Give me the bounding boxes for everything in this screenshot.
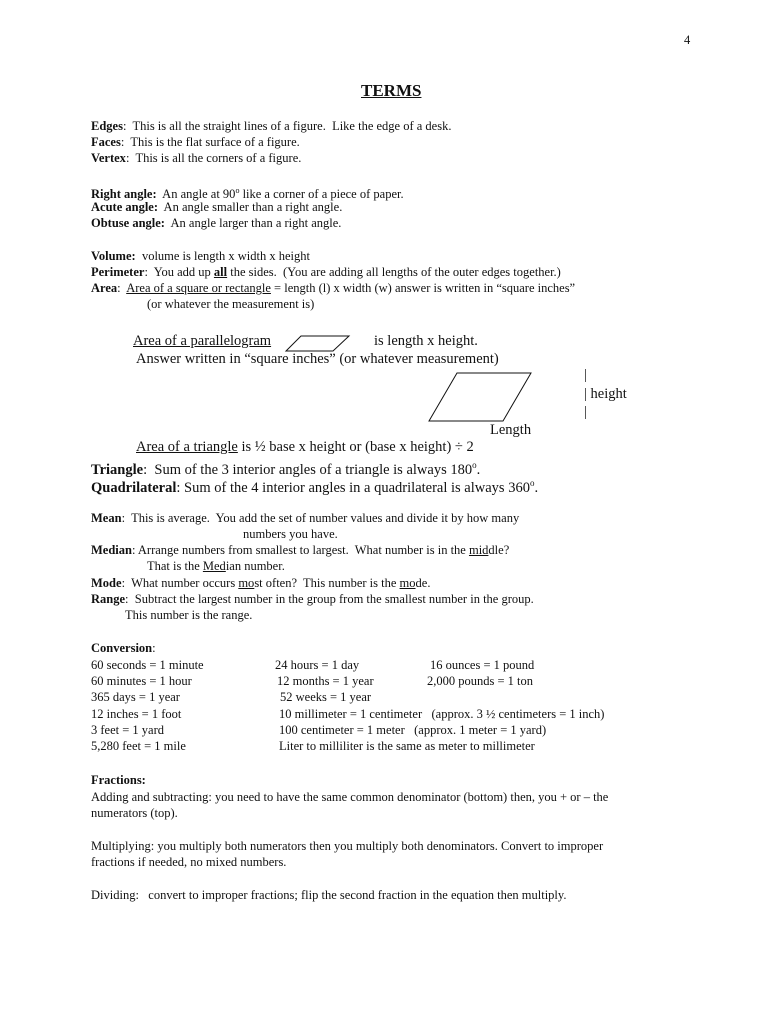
term-mode: Mode: What number occurs most often? This number is the mode. bbox=[91, 576, 431, 590]
conversion-col3-item: 16 ounces = 1 pound bbox=[430, 658, 535, 672]
conversion-col2-item: 100 centimeter = 1 meter (approx. 1 meter = 1 yard) bbox=[279, 723, 547, 737]
term-faces: Faces: This is the flat surface of a figure. bbox=[91, 135, 300, 149]
conversion-col1-item: 5,280 feet = 1 mile bbox=[91, 739, 186, 753]
conversion-col1-item: 12 inches = 1 foot bbox=[91, 707, 182, 721]
term-perimeter: Perimeter: You add up all the sides. (You are adding all lengths of the outer edges together.) bbox=[91, 265, 561, 279]
conversion-col1-item: 365 days = 1 year bbox=[91, 690, 180, 704]
term-area: Area: Area of a square or rectangle = length (l) x width (w) answer is written in “square inches” bbox=[91, 281, 576, 295]
term-right-angle: Right angle: An angle at 90$^o$ like a corner of a piece of paper. bbox=[91, 186, 404, 202]
range-continuation: This number is the range. bbox=[125, 608, 253, 622]
term-obtuse-angle: Obtuse angle: An angle larger than a right angle. bbox=[91, 216, 342, 230]
conversion-col1-item: 60 minutes = 1 hour bbox=[91, 674, 192, 688]
fractions-multiplying-line1: Multiplying: you multiply both numerators then you multiply both denominators. Convert to improper bbox=[91, 839, 604, 853]
conversion-col3-item: 2,000 pounds = 1 ton bbox=[427, 674, 534, 688]
term-median: Median: Arrange numbers from smallest to largest. What number is in the middle? bbox=[91, 543, 510, 557]
conversion-col2-item: Liter to milliliter is the same as meter to millimeter bbox=[279, 739, 535, 753]
length-label: Length bbox=[490, 422, 532, 438]
conversion-col2-item: 52 weeks = 1 year bbox=[280, 690, 372, 704]
triangle-area: Area of a triangle is ½ base x height or (base x height) ÷ 2 bbox=[136, 439, 474, 455]
median-continuation: That is the Median number. bbox=[147, 559, 285, 573]
area-continuation: (or whatever the measurement is) bbox=[147, 297, 315, 311]
conversion-col2-item: 24 hours = 1 day bbox=[275, 658, 360, 672]
parallelogram-label: Area of a parallelogram bbox=[133, 333, 272, 349]
parallelogram-answer-note: Answer written in “square inches” (or whatever measurement) bbox=[136, 351, 499, 367]
height-tick-top: | bbox=[584, 367, 587, 383]
parallelogram-rule: is length x height. bbox=[374, 333, 478, 349]
term-vertex: Vertex: This is all the corners of a figure. bbox=[91, 151, 302, 165]
term-quadrilateral: Quadrilateral: Sum of the 4 interior angles in a quadrilateral is always 360$^o$. bbox=[91, 478, 539, 496]
term-range: Range: Subtract the largest number in the group from the smallest number in the group. bbox=[91, 592, 534, 606]
fractions-heading: Fractions: bbox=[91, 773, 146, 787]
page-title: TERMS bbox=[361, 81, 422, 100]
height-label: | height bbox=[584, 386, 627, 402]
term-mean: Mean: This is average. You add the set of number values and divide it by how many bbox=[91, 511, 520, 525]
fractions-adding-line2: numerators (top). bbox=[91, 806, 178, 820]
conversion-col2-item: 10 millimeter = 1 centimeter (approx. 3 ½ centimeters = 1 inch) bbox=[279, 707, 605, 721]
page-number: 4 bbox=[684, 33, 691, 47]
fractions-multiplying-line2: fractions if needed, no mixed numbers. bbox=[91, 855, 287, 869]
conversion-heading: Conversion: bbox=[91, 641, 156, 655]
conversion-col2-item: 12 months = 1 year bbox=[277, 674, 374, 688]
mean-continuation: numbers you have. bbox=[243, 527, 338, 541]
conversion-col1-item: 60 seconds = 1 minute bbox=[91, 658, 204, 672]
term-acute-angle: Acute angle: An angle smaller than a right angle. bbox=[91, 200, 343, 214]
fractions-dividing: Dividing: convert to improper fractions; flip the second fraction in the equation then multiply. bbox=[91, 888, 567, 902]
conversion-col1-item: 3 feet = 1 yard bbox=[91, 723, 164, 737]
large-parallelogram-figure bbox=[428, 371, 533, 423]
term-triangle: Triangle: Sum of the 3 interior angles of a triangle is always 180$^o$. bbox=[91, 460, 481, 478]
height-tick-bottom: | bbox=[584, 404, 587, 420]
fractions-adding-line1: Adding and subtracting: you need to have the same common denominator (bottom) then, you + or – the bbox=[91, 790, 609, 804]
term-edges: Edges: This is all the straight lines of a figure. Like the edge of a desk. bbox=[91, 119, 452, 133]
term-volume: Volume: volume is length x width x height bbox=[91, 249, 310, 263]
